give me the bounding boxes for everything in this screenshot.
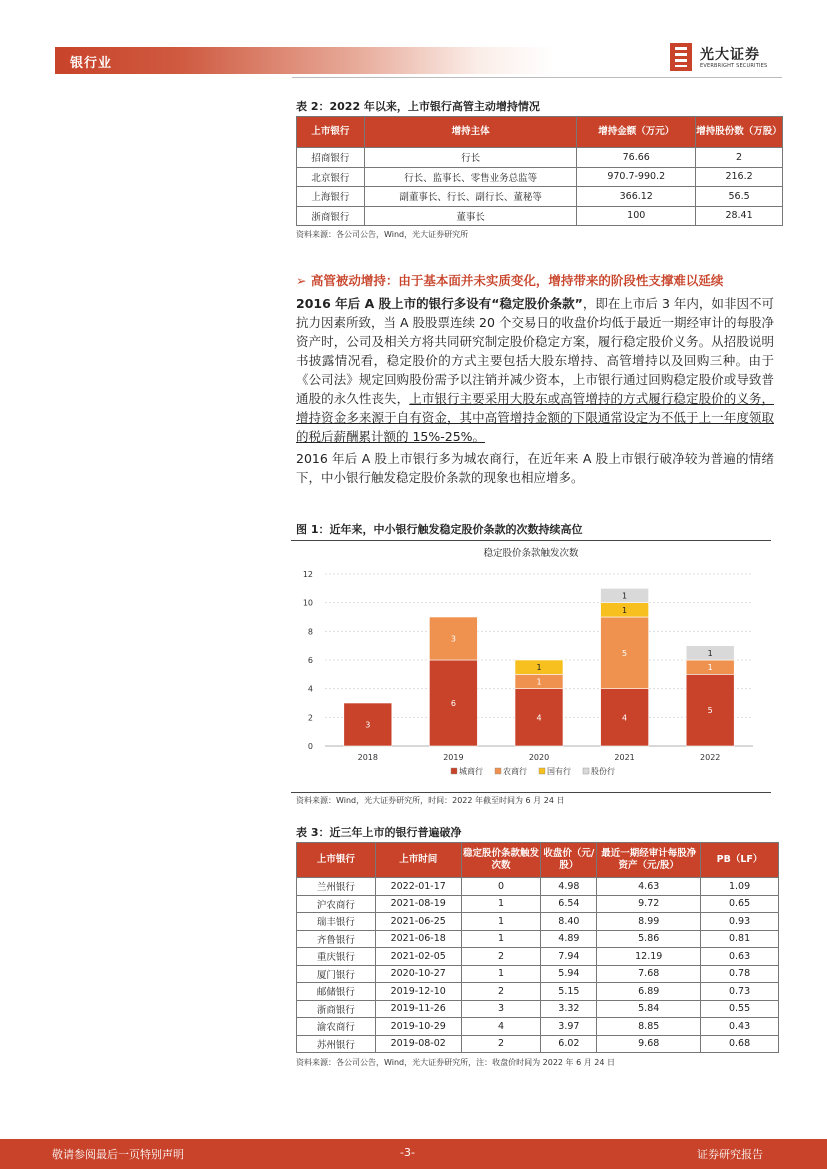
- logo-icon: [670, 43, 692, 71]
- table3-row: [297, 948, 779, 966]
- table2-row: [297, 206, 783, 226]
- header-rule: [292, 77, 782, 78]
- table3-cell: 5.84: [597, 1000, 701, 1018]
- chart-data-label: 5: [707, 706, 713, 716]
- table3-cell: 3.32: [541, 1000, 597, 1018]
- table2-cell: 2: [696, 148, 783, 168]
- table2-row: [297, 187, 783, 207]
- table3-cell: 渝农商行: [297, 1018, 376, 1036]
- table3-cell: 2019-11-26: [375, 1000, 461, 1018]
- chart-legend-swatch: [451, 768, 457, 774]
- table3-row: [297, 1035, 779, 1053]
- table3-cell: 2021-08-19: [375, 895, 461, 913]
- header-band: [55, 47, 555, 74]
- paragraph-1-bold: 2016 年后 A 股上市的银行多设有“稳定股价条款”: [296, 296, 583, 311]
- table2: [296, 116, 783, 226]
- table2-header-cell: 上市银行: [297, 117, 365, 148]
- table3-row: [297, 1018, 779, 1036]
- chart-x-tick-label: 2020: [528, 753, 550, 762]
- table2-cell: 76.66: [577, 148, 696, 168]
- table2-cell: 副董事长、行长、副行长、董秘等: [364, 187, 577, 207]
- footer-disclaimer: 敬请参阅最后一页特别声明: [52, 1148, 184, 1161]
- table3-row: [297, 930, 779, 948]
- table2-source: 资料来源：各公司公告，Wind，光大证券研究所: [296, 230, 469, 239]
- table3-cell: 7.94: [541, 948, 597, 966]
- table3-cell: 8.99: [597, 913, 701, 931]
- chart-x-tick-label: 2018: [357, 753, 378, 762]
- chart-data-label: 1: [707, 663, 713, 673]
- table3-source: 资料来源：各公司公告，Wind，光大证券研究所，注：收盘价时间为 2022 年 6 月 24 日: [296, 1058, 615, 1067]
- chart-x-tick-label: 2021: [614, 753, 635, 762]
- chart-data-label: 3: [365, 720, 371, 730]
- chart-title: 稳定股价条款触发次数: [483, 548, 579, 559]
- table3-cell: 2021-02-05: [375, 948, 461, 966]
- table3-cell: 浙商银行: [297, 1000, 376, 1018]
- chart-frame-bottom: [291, 792, 771, 793]
- table3-cell: 齐鲁银行: [297, 930, 376, 948]
- footer-report-type: 证券研究报告: [697, 1148, 763, 1161]
- table3-cell: 苏州银行: [297, 1035, 376, 1053]
- table3-cell: 6.89: [597, 983, 701, 1001]
- table3-header-cell: 上市时间: [375, 843, 461, 878]
- table3-row: [297, 895, 779, 913]
- table3-cell: 8.40: [541, 913, 597, 931]
- table2-row: [297, 167, 783, 187]
- stacked-bar-chart: [291, 560, 771, 790]
- table3-cell: 2019-10-29: [375, 1018, 461, 1036]
- table2-cell: 行长: [364, 148, 577, 168]
- table3-cell: 2: [461, 948, 541, 966]
- table3-cell: 0.93: [701, 913, 779, 931]
- section-title: 银行业: [70, 56, 113, 71]
- table3-cell: 瑞丰银行: [297, 913, 376, 931]
- table3-cell: 6.54: [541, 895, 597, 913]
- chart-data-label: 4: [536, 713, 542, 723]
- table3-cell: 厦门银行: [297, 965, 376, 983]
- chart-y-tick-label: 8: [307, 627, 313, 637]
- chart-data-label: 3: [450, 634, 456, 644]
- paragraph-2: 2016 年后 A 股上市银行多为城农商行，在近年来 A 股上市银行破净较为普遍的情绪下，中小银行触发稳定股价条款的现象也相应增多。: [296, 451, 774, 485]
- table2-cell: 28.41: [696, 206, 783, 226]
- table3-cell: 0.43: [701, 1018, 779, 1036]
- chart-y-tick-label: 4: [307, 684, 313, 694]
- chart-data-label: 1: [707, 648, 713, 658]
- logo-text-en: EVERBRIGHT SECURITIES: [700, 63, 768, 69]
- table2-row: [297, 148, 783, 168]
- table3-header-cell: 收盘价（元/股）: [541, 843, 597, 878]
- table3-cell: 2020-10-27: [375, 965, 461, 983]
- chart-data-label: 1: [536, 677, 542, 687]
- table2-cell: 浙商银行: [297, 206, 365, 226]
- table3-row: [297, 913, 779, 931]
- chart-legend-label: 国有行: [547, 767, 571, 776]
- table3-cell: 4.63: [597, 878, 701, 896]
- table3-cell: 5.86: [597, 930, 701, 948]
- table3-row: [297, 983, 779, 1001]
- table3-cell: 4.98: [541, 878, 597, 896]
- chart-data-label: 1: [622, 591, 628, 601]
- table3-cell: 9.68: [597, 1035, 701, 1053]
- table3-header-cell: 上市银行: [297, 843, 376, 878]
- logo-text-cn: 光大证券: [700, 47, 760, 63]
- table3-cell: 4: [461, 1018, 541, 1036]
- chart-frame-top: [291, 540, 771, 541]
- table3-cell: 3.97: [541, 1018, 597, 1036]
- table2-cell: 行长、监事长、零售业务总监等: [364, 167, 577, 187]
- figure1-source: 资料来源：Wind，光大证券研究所，时间：2022 年截至时间为 6 月 24 日: [296, 796, 565, 805]
- chart-legend-swatch: [495, 768, 501, 774]
- table3-cell: 2019-08-02: [375, 1035, 461, 1053]
- table2-cell: 董事长: [364, 206, 577, 226]
- table2-cell: 970.7-990.2: [577, 167, 696, 187]
- table3-cell: 0.81: [701, 930, 779, 948]
- table3-cell: 1: [461, 930, 541, 948]
- chart-data-label: 5: [622, 648, 628, 658]
- chart-y-tick-label: 6: [307, 656, 313, 665]
- table3-cell: 2: [461, 1035, 541, 1053]
- company-logo: [670, 43, 778, 73]
- table3-cell: 2019-12-10: [375, 983, 461, 1001]
- table3-cell: 邮储银行: [297, 983, 376, 1001]
- table3-cell: 0.63: [701, 948, 779, 966]
- chart-data-label: 6: [450, 699, 456, 708]
- chart-x-tick-label: 2019: [443, 753, 464, 762]
- table3-cell: 0.68: [701, 1035, 779, 1053]
- page-number: -3-: [400, 1146, 415, 1159]
- chart-y-tick-label: 12: [302, 570, 313, 579]
- table3-cell: 3: [461, 1000, 541, 1018]
- table3-cell: 兰州银行: [297, 878, 376, 896]
- table2-header-cell: 增持金额（万元）: [577, 117, 696, 148]
- chart-legend-label: 城商行: [459, 767, 483, 776]
- table3-cell: 0.55: [701, 1000, 779, 1018]
- chart-y-tick-label: 10: [302, 598, 313, 608]
- table3-header-cell: 最近一期经审计每股净资产（元/股）: [597, 843, 701, 878]
- table3-cell: 5.94: [541, 965, 597, 983]
- table2-cell: 招商银行: [297, 148, 365, 168]
- table2-header-cell: 增持股份数（万股）: [696, 117, 783, 148]
- chart-legend-label: 农商行: [503, 767, 527, 776]
- table3-cell: 5.15: [541, 983, 597, 1001]
- table3-cell: 1: [461, 965, 541, 983]
- table3-cell: 2021-06-18: [375, 930, 461, 948]
- table2-cell: 216.2: [696, 167, 783, 187]
- table3-row: [297, 878, 779, 896]
- table2-caption: 表 2：2022 年以来，上市银行高管主动增持情况: [296, 100, 540, 113]
- chart-legend-swatch: [539, 768, 545, 774]
- table3-cell: 沪农商行: [297, 895, 376, 913]
- table3-cell: 12.19: [597, 948, 701, 966]
- chart-legend-swatch: [583, 768, 589, 774]
- table3-cell: 1: [461, 913, 541, 931]
- table3-cell: 0.78: [701, 965, 779, 983]
- table3-cell: 0.65: [701, 895, 779, 913]
- table3: [296, 842, 779, 1053]
- table3-cell: 7.68: [597, 965, 701, 983]
- chart-y-tick-label: 2: [307, 713, 313, 723]
- table3-cell: 4.89: [541, 930, 597, 948]
- table3-row: [297, 965, 779, 983]
- table3-cell: 2022-01-17: [375, 878, 461, 896]
- table3-cell: 0.73: [701, 983, 779, 1001]
- table3-cell: 2: [461, 983, 541, 1001]
- table3-header-cell: 稳定股价条款触发次数: [461, 843, 541, 878]
- chart-data-label: 4: [622, 713, 628, 723]
- table2-cell: 北京银行: [297, 167, 365, 187]
- table3-cell: 1.09: [701, 878, 779, 896]
- table3-cell: 8.85: [597, 1018, 701, 1036]
- table3-cell: 9.72: [597, 895, 701, 913]
- table3-cell: 6.02: [541, 1035, 597, 1053]
- table3-caption: 表 3：近三年上市的银行普遍破净: [296, 826, 462, 839]
- chart-y-tick-label: 0: [307, 742, 313, 751]
- table3-cell: 0: [461, 878, 541, 896]
- table3-cell: 2021-06-25: [375, 913, 461, 931]
- table2-cell: 56.5: [696, 187, 783, 207]
- paragraph-1: [296, 294, 774, 446]
- table3-cell: 1: [461, 895, 541, 913]
- chart-x-tick-label: 2022: [700, 753, 721, 762]
- paragraph-1-underline: 上市银行主要采用大股东或高管增持的方式履行稳定股价的义务，增持资金多来源于自有资金，其中高管增持金额的下限通常设定为不低于上一年度领取的税后薪酬累计额的 15%-25%。: [296, 391, 774, 444]
- table2-cell: 100: [577, 206, 696, 226]
- section-bullet-heading: ➢ 高管被动增持：由于基本面并未实质变化，增持带来的阶段性支撑难以延续: [296, 273, 724, 288]
- chart-data-label: 1: [536, 663, 542, 673]
- figure1-caption: 图 1：近年来，中小银行触发稳定股价条款的次数持续高位: [296, 523, 583, 536]
- table2-cell: 366.12: [577, 187, 696, 207]
- table3-cell: 重庆银行: [297, 948, 376, 966]
- chart-legend-label: 股份行: [591, 767, 615, 776]
- paragraph-1-text: ，即在上市后 3 年内，如非因不可抗力因素所致，当 A 股股票连续 20 个交易日的收盘价均低于最近一期经审计的每股净资产时，公司及相关方将共同研究制定股价稳定方案，履行稳定股价义务。从招股说明书披露情况看，稳定股价的方式主要包括大股东增持、高管增持以及回购三种。由于《公司法》规定回购股份需予以注销并减少资本，上市银行通过回购稳定股价或导致普通股的永久性丧失，: [296, 296, 775, 406]
- chart-data-label: 1: [622, 605, 628, 615]
- table3-row: [297, 1000, 779, 1018]
- table2-cell: 上海银行: [297, 187, 365, 207]
- table2-header-cell: 增持主体: [364, 117, 577, 148]
- table3-header-cell: PB（LF）: [701, 843, 779, 878]
